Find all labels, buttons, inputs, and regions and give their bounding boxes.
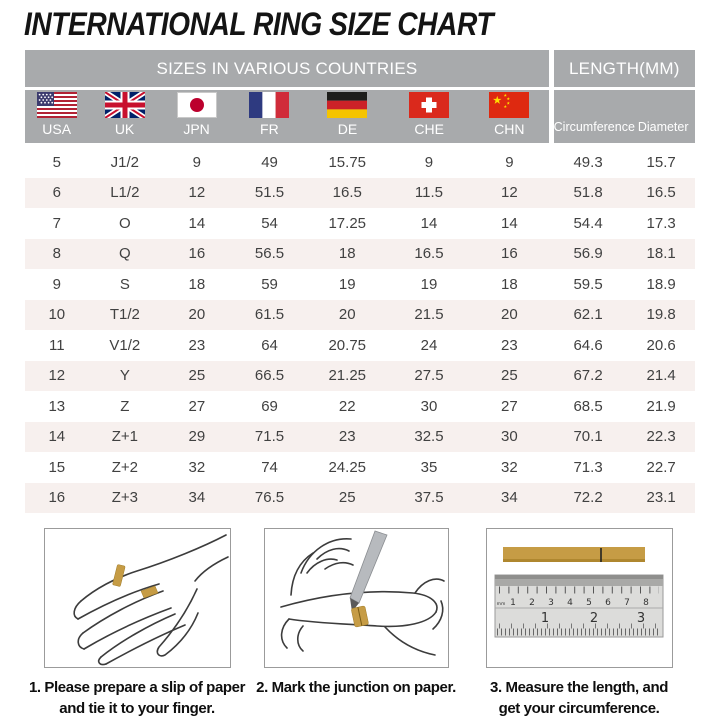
table-cell: 34 [501, 489, 518, 507]
table-cell: 20.6 [646, 336, 676, 354]
table-cell: 14 [420, 214, 438, 232]
table-cell: 32 [188, 458, 206, 476]
table-cell: 71.3 [573, 458, 603, 476]
ruler-cm-4: 4 [566, 598, 573, 608]
table-cell: 23 [338, 428, 356, 446]
table-cell: 20 [501, 306, 518, 324]
hand-with-paper-strip-illustration [45, 529, 230, 667]
table-cell: 23.1 [646, 489, 676, 507]
table-cell: 16.5 [414, 245, 444, 263]
table-cell: 23 [188, 336, 206, 354]
table-row [25, 330, 695, 361]
table-cell: Z+3 [111, 489, 138, 507]
table-row [25, 452, 695, 483]
table-row [25, 269, 695, 300]
table-cell: 49.3 [573, 153, 603, 171]
table-cell: 21.25 [328, 367, 367, 385]
table-cell: 12 [188, 184, 206, 202]
table-cell: 6 [52, 184, 61, 202]
ruler-unit-label: mm [496, 602, 505, 607]
table-cell: 59 [261, 275, 278, 293]
group-header-length: LENGTH(MM) [554, 50, 695, 87]
table-cell: 51.5 [254, 184, 285, 202]
step3-caption-line1: 3. Measure the length, and [490, 679, 668, 696]
table-cell: Y [119, 367, 130, 385]
size-table [25, 50, 695, 513]
ruler-cm-5: 5 [585, 598, 592, 608]
table-cell: 69 [261, 397, 278, 415]
table-cell: 12 [501, 184, 518, 202]
table-cell: 7 [52, 214, 61, 232]
table-cell: 74 [261, 458, 278, 476]
column-header-usa [25, 90, 88, 143]
table-cell: 56.5 [254, 245, 285, 263]
table-cell: 34 [188, 489, 206, 507]
table-cell: 10 [48, 306, 66, 324]
table-cell: 25 [188, 367, 206, 385]
table-cell: 62.1 [573, 306, 603, 324]
ruler-cm-7: 7 [623, 598, 630, 608]
step2-illustration [264, 528, 449, 668]
table-cell: 9 [192, 153, 202, 171]
table-cell: 32 [501, 458, 518, 476]
table-row [25, 208, 695, 239]
table-cell: 27 [188, 397, 206, 415]
table-cell: 18.1 [646, 245, 676, 263]
table-row [25, 178, 695, 209]
column-header-uk [88, 90, 160, 143]
table-row [25, 147, 695, 178]
table-cell: 64 [261, 336, 278, 354]
ruler-inch-2: 2 [589, 611, 598, 626]
usa-flag-icon [37, 92, 77, 118]
table-cell: 21.9 [646, 397, 676, 415]
switzerland-flag-icon [409, 92, 449, 118]
china-flag-icon [489, 92, 529, 118]
step-1 [24, 528, 250, 719]
table-cell: 76.5 [254, 489, 285, 507]
step3-illustration [486, 528, 673, 668]
table-cell: 22 [338, 397, 356, 415]
table-cell: 15 [48, 458, 66, 476]
table-cell: 54 [261, 214, 278, 232]
column-header-circumference: Circumference [553, 120, 635, 134]
table-cell: 64.6 [573, 336, 603, 354]
length-columns [554, 90, 695, 143]
table-cell: 66.5 [254, 367, 285, 385]
table-cell: 35 [420, 458, 438, 476]
table-cell: 19 [338, 275, 356, 293]
table-cell: 19 [420, 275, 438, 293]
table-cell: 15.7 [646, 153, 676, 171]
table-cell: 16 [48, 489, 66, 507]
column-header-diameter: Diameter [637, 120, 689, 134]
table-cell: 11.5 [414, 184, 444, 202]
table-cell: 49 [261, 153, 278, 171]
page-title: INTERNATIONAL RING SIZE CHART [24, 6, 494, 42]
country-code-jpn: JPN [183, 121, 210, 137]
table-cell: 27 [501, 397, 518, 415]
table-cell: 70.1 [573, 428, 603, 446]
step2-caption [243, 677, 469, 698]
ruler-cm-8: 8 [642, 598, 649, 608]
table-cell: 22.3 [646, 428, 676, 446]
table-cell: 22.7 [646, 458, 676, 476]
country-code-che-label-de: DE [337, 121, 358, 137]
table-cell: 32.5 [414, 428, 444, 446]
table-row [25, 239, 695, 270]
mark-junction-with-pen-illustration [265, 529, 448, 667]
step1-caption-line2: and tie it to your finger. [59, 700, 215, 717]
table-cell: 16.5 [332, 184, 362, 202]
table-cell: 30 [420, 397, 438, 415]
step1-illustration [44, 528, 231, 668]
table-cell: 9 [424, 153, 434, 171]
table-cell: 25 [501, 367, 518, 385]
table-cell: 61.5 [254, 306, 285, 324]
size-table-grid [25, 147, 695, 513]
table-cell: Z+1 [111, 428, 138, 446]
table-cell: 12 [48, 367, 66, 385]
table-cell: 14 [48, 428, 66, 446]
table-cell: 16 [188, 245, 206, 263]
column-header-jpn [161, 90, 233, 143]
column-header-chn [470, 90, 549, 143]
table-cell: 15.75 [328, 153, 367, 171]
table-cell: 17.25 [328, 214, 367, 232]
ruler-measure-illustration [487, 529, 672, 667]
table-row [25, 483, 695, 514]
table-cell: 5 [52, 153, 61, 171]
table-cell: Z+2 [111, 458, 138, 476]
germany-flag-icon [327, 92, 367, 118]
table-cell: 27.5 [414, 367, 444, 385]
ruler-cm-2: 2 [528, 598, 535, 608]
table-cell: 24 [420, 336, 438, 354]
table-row [25, 422, 695, 453]
group-header-countries: SIZES IN VARIOUS COUNTRIES [25, 50, 549, 87]
table-cell: 18 [338, 245, 356, 263]
country-code-fr: FR [260, 121, 279, 137]
table-cell: J1/2 [110, 153, 139, 171]
country-code-usa: USA [42, 121, 72, 137]
table-cell: 72.2 [573, 489, 603, 507]
step2-caption-line1: 2. Mark the junction on paper. [256, 679, 456, 696]
column-header-che [389, 90, 470, 143]
table-cell: 18.9 [646, 275, 676, 293]
table-cell: V1/2 [109, 336, 141, 354]
country-code-uk: UK [114, 121, 135, 137]
table-cell: O [118, 214, 131, 232]
step1-caption-line1: 1. Please prepare a slip of paper [28, 679, 246, 696]
table-cell: 71.5 [254, 428, 285, 446]
table-cell: 23 [501, 336, 518, 354]
table-cell: 29 [188, 428, 206, 446]
japan-flag-icon [177, 92, 217, 118]
table-cell: Z [120, 397, 130, 415]
table-cell: 21.5 [414, 306, 444, 324]
table-cell: 30 [501, 428, 518, 446]
column-header-fr [232, 90, 306, 143]
table-cell: 20 [338, 306, 356, 324]
france-flag-icon [249, 92, 289, 118]
ruler-cm-6: 6 [604, 598, 611, 608]
table-cell: 14 [188, 214, 206, 232]
table-cell: 20.75 [328, 336, 367, 354]
table-cell: 19.8 [646, 306, 676, 324]
table-cell: 51.8 [573, 184, 603, 202]
country-code-chn: CHN [494, 121, 525, 137]
group-header-row [25, 50, 695, 87]
table-cell: T1/2 [109, 306, 140, 324]
size-table-body [25, 147, 695, 513]
table-row [25, 391, 695, 422]
table-cell: 18 [188, 275, 206, 293]
table-cell: 20 [188, 306, 206, 324]
table-row [25, 300, 695, 331]
table-cell: 13 [48, 397, 66, 415]
table-cell: 9 [52, 275, 61, 293]
table-cell: S [119, 275, 130, 293]
column-header-row [25, 90, 695, 143]
table-cell: 25 [338, 489, 356, 507]
country-code-che: CHE [414, 121, 444, 137]
table-cell: 21.4 [646, 367, 676, 385]
step3-caption [466, 677, 692, 719]
table-cell: 37.5 [414, 489, 444, 507]
ruler-cm-3: 3 [547, 598, 554, 608]
table-cell: Q [118, 245, 131, 263]
step-3 [466, 528, 692, 719]
country-columns [25, 90, 549, 143]
step-2 [243, 528, 469, 698]
uk-flag-icon [105, 92, 145, 118]
table-cell: 11 [49, 336, 65, 354]
table-cell: 16.5 [646, 184, 676, 202]
table-cell: 56.9 [573, 245, 603, 263]
table-cell: 67.2 [573, 367, 603, 385]
table-cell: 17.3 [646, 214, 676, 232]
ruler-cm-1: 1 [509, 598, 516, 608]
table-cell: 68.5 [573, 397, 603, 415]
ruler-inch-3: 3 [636, 611, 645, 626]
table-cell: 54.4 [573, 214, 603, 232]
table-cell: 9 [505, 153, 514, 171]
table-cell: 59.5 [573, 275, 603, 293]
table-cell: 8 [52, 245, 61, 263]
step1-caption [24, 677, 250, 719]
step3-caption-line2: get your circumference. [498, 700, 660, 717]
column-header-de [306, 90, 388, 143]
table-row [25, 361, 695, 392]
table-cell: L1/2 [110, 184, 140, 202]
table-cell: 16 [501, 245, 518, 263]
table-cell: 24.25 [328, 458, 367, 476]
ruler-inch-1: 1 [540, 611, 549, 626]
table-cell: 14 [501, 214, 518, 232]
table-cell: 18 [501, 275, 518, 293]
